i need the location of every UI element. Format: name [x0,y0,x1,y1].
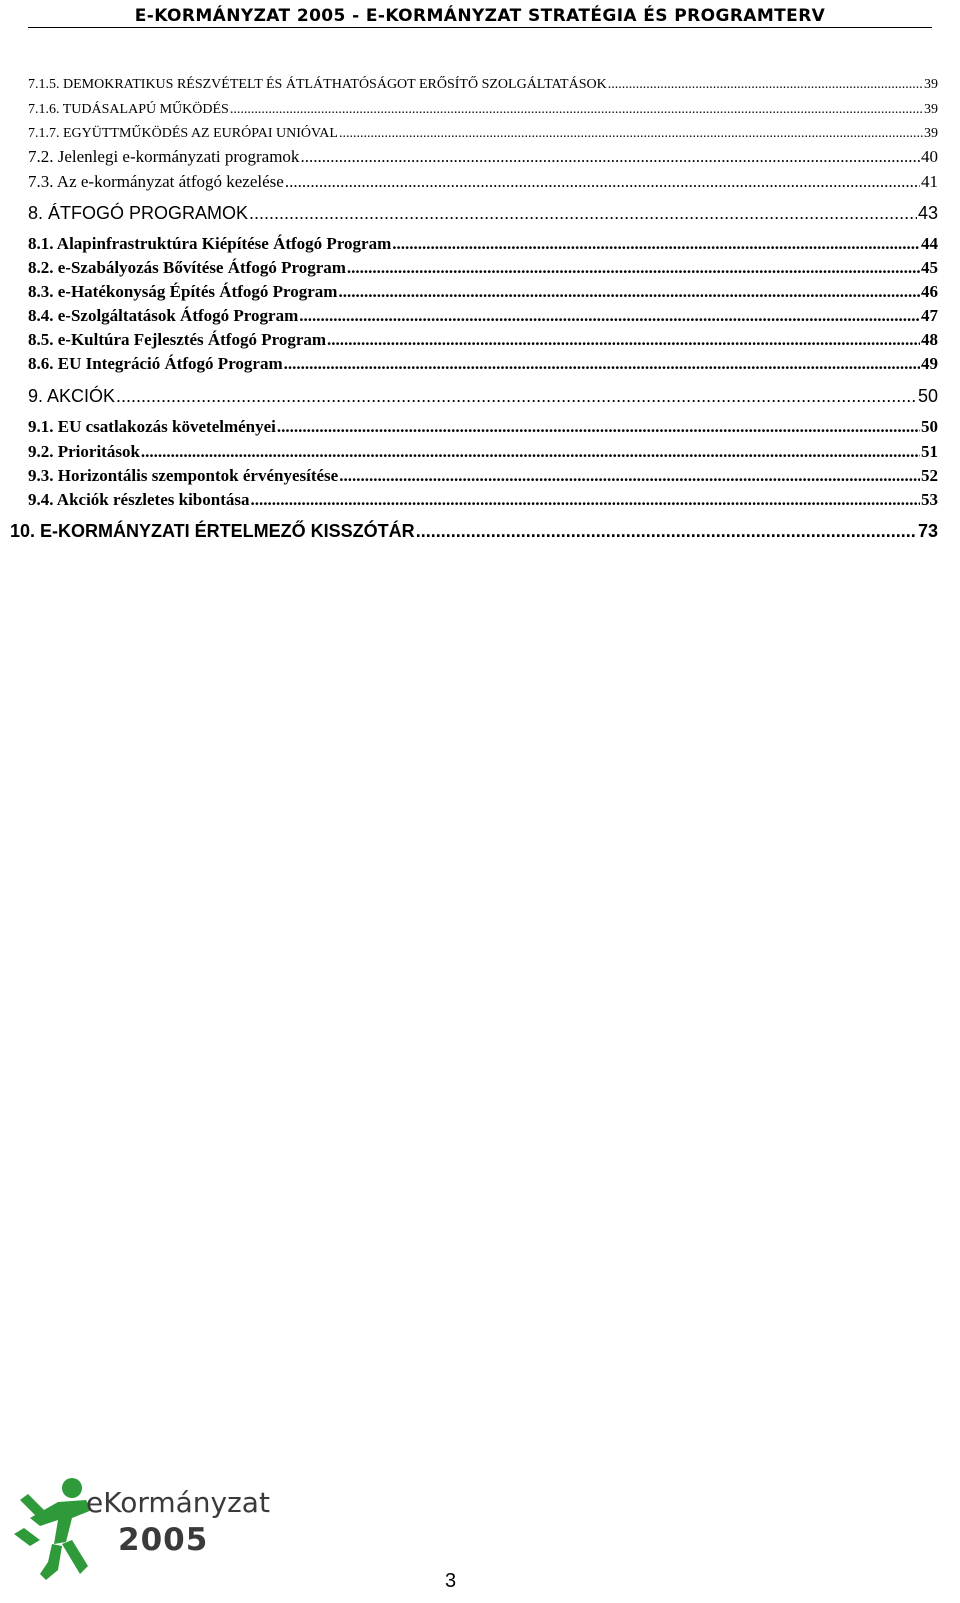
toc-entry-page: 40 [921,147,938,166]
toc-entry-label: 9.4. Akciók részletes kibontása [28,490,250,509]
toc-entry-label: 8.5. e-Kultúra Fejlesztés Átfogó Program [28,330,327,349]
toc-entry-page: 49 [921,354,938,373]
toc-leader-dots [230,102,923,118]
page-number: 3 [445,1570,457,1592]
toc-entry-label: 9.2. Prioritások [28,442,140,461]
toc-leader-dots [299,306,920,326]
toc-entry-page: 53 [921,490,938,509]
toc-entry-page: 51 [921,442,938,461]
toc-entry[interactable] [28,417,938,437]
header-rule [28,27,932,28]
toc-entry-label: 7.1.5. DEMOKRATIKUS RÉSZVÉTELT ÉS ÁTLÁTHATÓSÁGOT ERŐSÍTŐ SZOLGÁLTATÁSOK [28,77,607,92]
logo-text-name: eKormányzat [86,1486,270,1519]
ekormanyzat-logo [0,1470,300,1590]
toc-entry-page: 50 [921,417,938,436]
toc-leader-dots [141,442,920,462]
toc-leader-dots [249,203,917,224]
toc-entry-label: 8.4. e-Szolgáltatások Átfogó Program [28,306,299,325]
toc-entry[interactable] [28,258,938,278]
toc-entry[interactable] [28,126,938,142]
toc-leader-dots [277,417,920,437]
toc-entry[interactable] [28,354,938,374]
toc-entry-page: 45 [921,258,938,277]
toc-entry[interactable] [28,234,938,254]
toc-leader-dots [347,258,920,278]
toc-entry-page: 47 [921,306,938,325]
toc-entry-label: 8.3. e-Hatékonyság Építés Átfogó Program [28,282,338,301]
toc-entry[interactable] [28,442,938,462]
toc-entry-page: 39 [924,77,938,92]
toc-leader-dots [300,147,920,167]
toc-entry-page: 44 [921,234,938,253]
toc-entry[interactable] [28,490,938,510]
toc-leader-dots [339,126,923,142]
toc-entry[interactable] [28,330,938,350]
toc-entry-page: 39 [924,126,938,141]
toc-leader-dots [284,354,920,374]
page-header [0,0,960,34]
toc-entry-label: 8.1. Alapinfrastruktúra Kiépítése Átfogó Program [28,234,392,253]
toc-entry-page: 39 [924,102,938,117]
toc-entry-page: 73 [917,521,938,541]
toc-entry[interactable] [28,147,938,167]
toc-entry[interactable] [28,102,938,118]
toc-entry-page: 50 [917,386,938,406]
toc-entry-page: 52 [921,466,938,485]
toc-entry-page: 48 [921,330,938,349]
toc-entry-label: 8.2. e-Szabályozás Bővítése Átfogó Program [28,258,346,277]
toc-entry-label: 9.3. Horizontális szempontok érvényesítése [28,466,339,485]
toc-entry[interactable] [28,386,938,407]
toc-entry-page: 46 [921,282,938,301]
toc-leader-dots [285,172,920,192]
toc-leader-dots [608,77,923,93]
toc-entry-label: 7.1.7. EGYÜTTMŰKÖDÉS AZ EURÓPAI UNIÓVAL [28,126,338,141]
toc-entry-label: 9. AKCIÓK [28,386,116,406]
toc-entry[interactable] [28,203,938,224]
toc-entry[interactable] [28,77,938,93]
toc-entry-label: 7.2. Jelenlegi e-kormányzati programok [28,147,300,166]
toc-entry[interactable] [28,282,938,302]
toc-entry-label: 8. ÁTFOGÓ PROGRAMOK [28,203,249,223]
toc-entry-page: 41 [921,172,938,191]
toc-entry[interactable] [28,306,938,326]
toc-entry[interactable] [28,172,938,192]
toc-entry-label: 7.3. Az e-kormányzat átfogó kezelése [28,172,284,191]
header-title: E-KORMÁNYZAT 2005 - E-KORMÁNYZAT STRATÉGIA ÉS PROGRAMTERV [134,6,826,26]
toc-entry-page: 43 [917,203,938,223]
toc-leader-dots [339,466,920,486]
toc-entry-label: 7.1.6. TUDÁSALAPÚ MŰKÖDÉS [28,102,229,117]
toc-entry-label: 8.6. EU Integráció Átfogó Program [28,354,283,373]
toc-leader-dots [338,282,920,302]
toc-entry[interactable] [28,466,938,486]
toc-leader-dots [416,521,917,542]
toc-entry[interactable] [10,521,938,542]
toc-leader-dots [250,490,920,510]
toc-leader-dots [327,330,920,350]
toc-entry-label: 9.1. EU csatlakozás követelményei [28,417,276,436]
toc-entry-label: 10. E-KORMÁNYZATI ÉRTELMEZŐ KISSZÓTÁR [10,521,415,541]
toc-leader-dots [392,234,920,254]
logo-text-year: 2005 [118,1522,209,1558]
toc-leader-dots [116,386,917,407]
